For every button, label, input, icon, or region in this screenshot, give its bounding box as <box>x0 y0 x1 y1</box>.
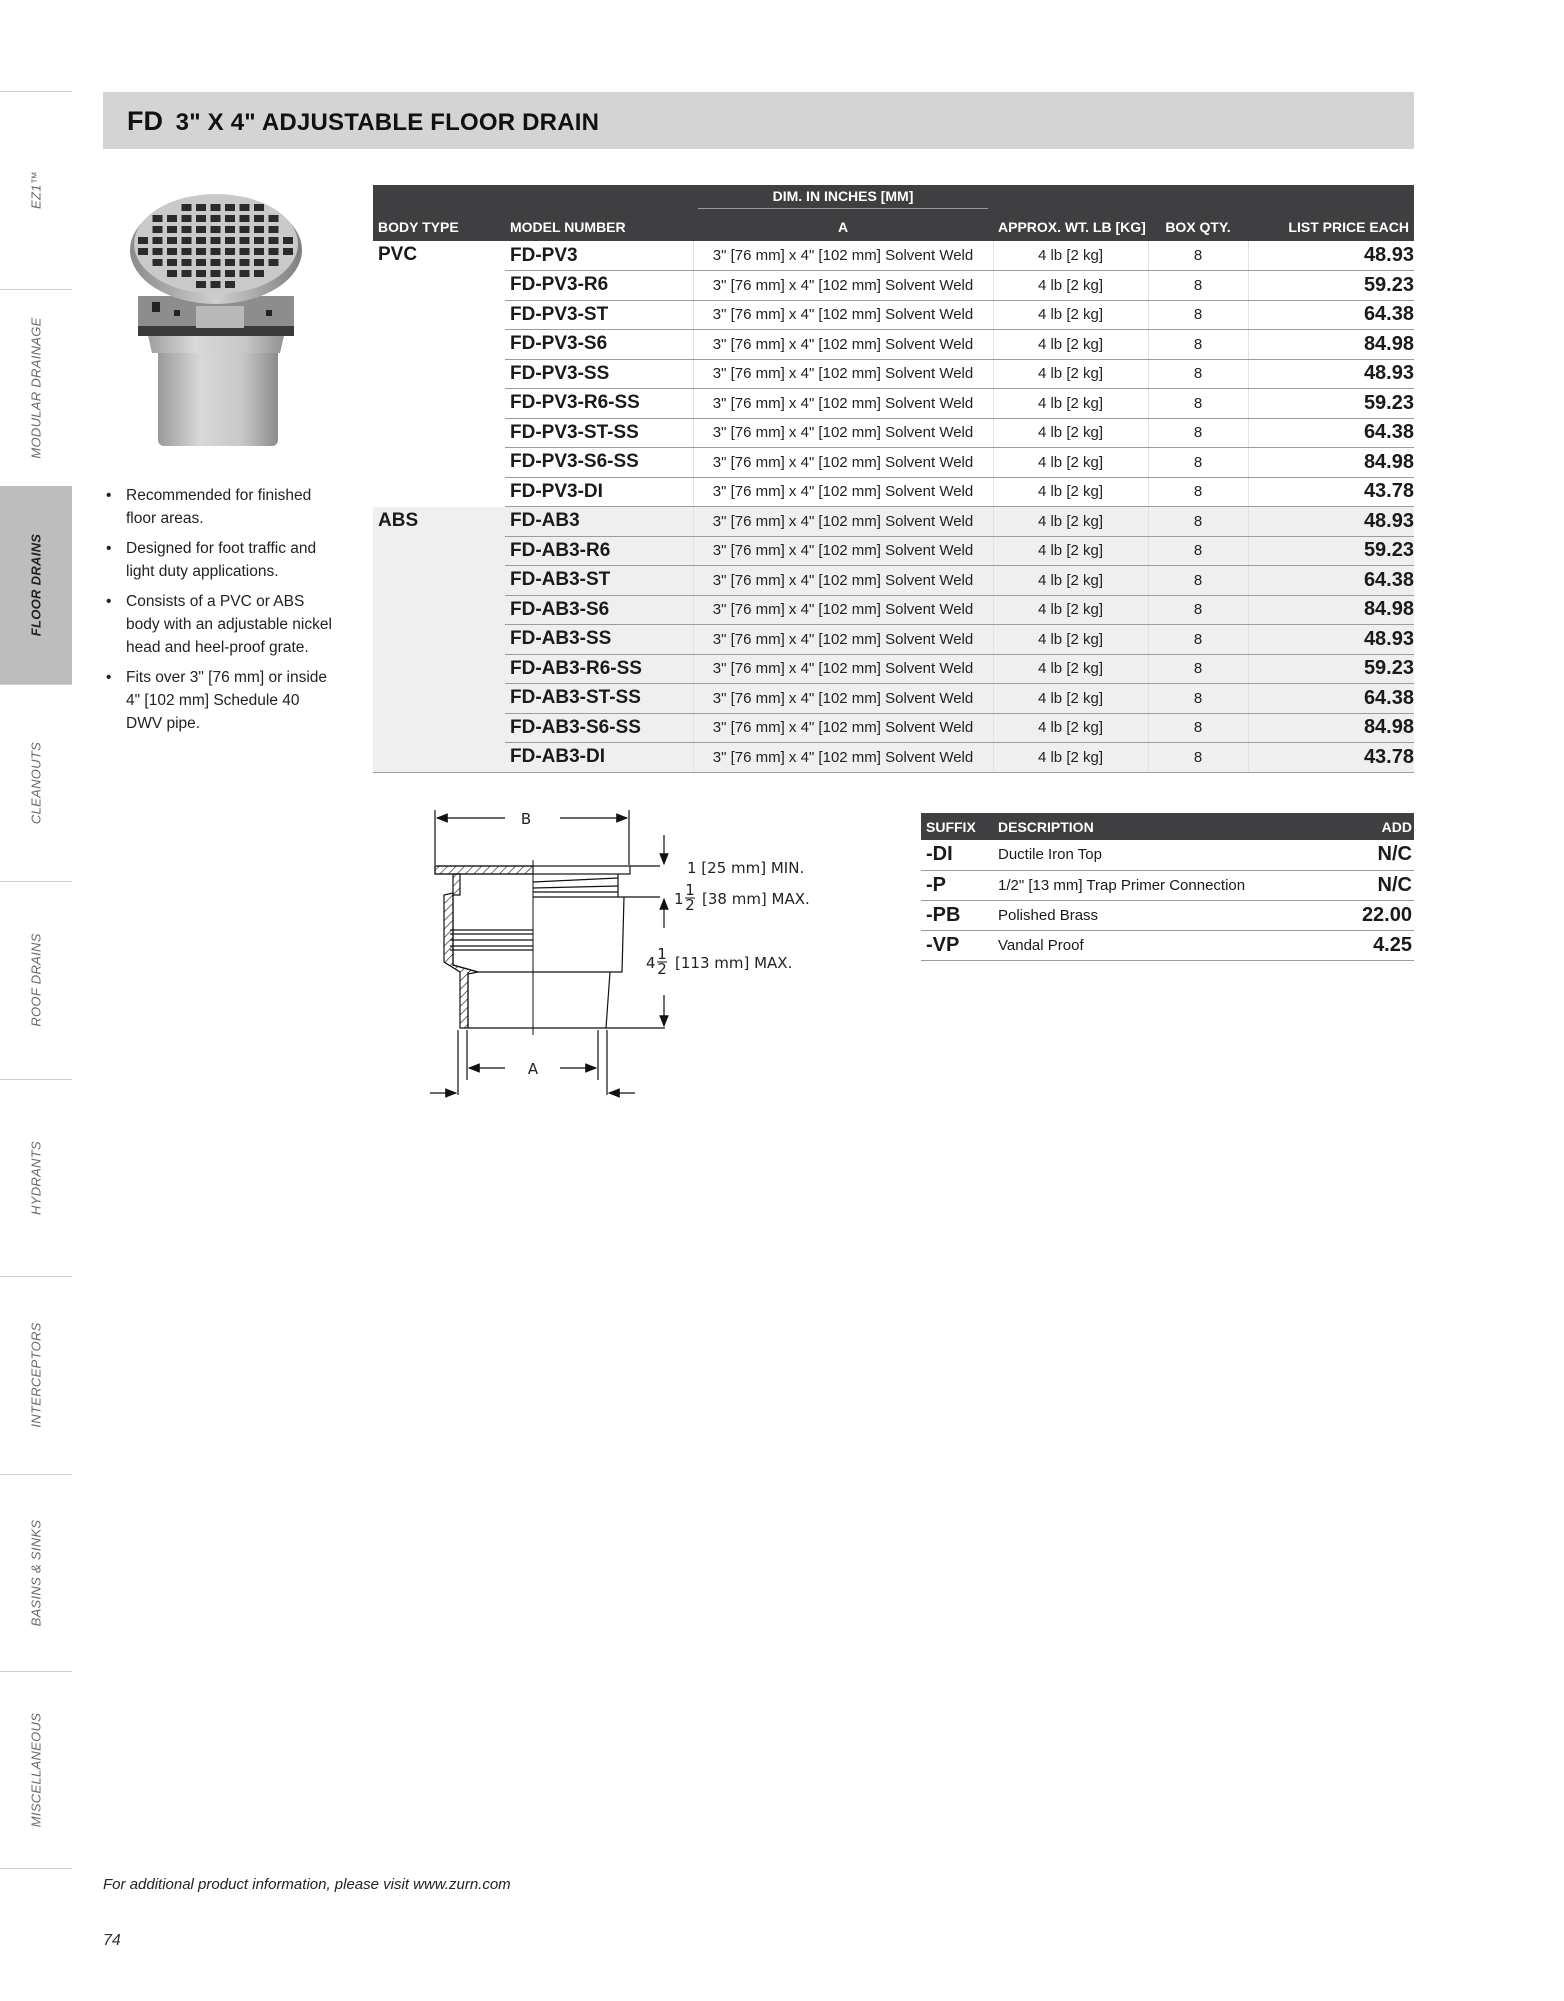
dim-a-cell: 3" [76 mm] x 4" [102 mm] Solvent Weld <box>693 684 993 714</box>
page-number: 74 <box>103 1932 121 1949</box>
model-number-cell: FD-AB3-ST-SS <box>505 684 693 714</box>
weight-cell: 4 lb [2 kg] <box>993 654 1148 684</box>
dim-a-cell: 3" [76 mm] x 4" [102 mm] Solvent Weld <box>693 566 993 596</box>
grate-hole <box>225 248 235 255</box>
model-number-cell: FD-PV3-S6 <box>505 330 693 360</box>
dim-a-cell: 3" [76 mm] x 4" [102 mm] Solvent Weld <box>693 389 993 419</box>
grate-hole <box>196 204 206 211</box>
grate-hole <box>269 248 279 255</box>
product-photo <box>116 188 316 450</box>
weight-cell: 4 lb [2 kg] <box>993 507 1148 537</box>
col-header-description: DESCRIPTION <box>993 813 1323 840</box>
weight-cell: 4 lb [2 kg] <box>993 241 1148 271</box>
dim-a-cell: 3" [76 mm] x 4" [102 mm] Solvent Weld <box>693 507 993 537</box>
model-row <box>373 625 1414 655</box>
list-price-cell: 48.93 <box>1248 507 1414 537</box>
grate-hole <box>211 248 221 255</box>
grate-hole <box>254 204 264 211</box>
section-tabs <box>0 91 72 1869</box>
weight-cell: 4 lb [2 kg] <box>993 389 1148 419</box>
box-qty-cell: 8 <box>1148 418 1248 448</box>
dim-group-header: DIM. IN INCHES [MM] <box>693 185 993 213</box>
grate-hole <box>225 204 235 211</box>
weight-cell: 4 lb [2 kg] <box>993 359 1148 389</box>
grate-hole <box>225 259 235 266</box>
dim-a-cell: 3" [76 mm] x 4" [102 mm] Solvent Weld <box>693 713 993 743</box>
model-row <box>373 448 1414 478</box>
suffix-description: Vandal Proof <box>993 930 1323 960</box>
grate-hole <box>138 248 148 255</box>
box-qty-cell: 8 <box>1148 684 1248 714</box>
dim-a-cell: 3" [76 mm] x 4" [102 mm] Solvent Weld <box>693 418 993 448</box>
grate-hole <box>196 259 206 266</box>
weight-cell: 4 lb [2 kg] <box>993 625 1148 655</box>
dim-min-label: 1 [25 mm] MIN. <box>687 859 805 877</box>
weight-cell: 4 lb [2 kg] <box>993 713 1148 743</box>
grate-hole <box>240 259 250 266</box>
list-price-cell: 64.38 <box>1248 300 1414 330</box>
section-tab-label: MODULAR DRAINAGE <box>28 317 44 459</box>
grate-hole <box>254 248 264 255</box>
grate-hole <box>269 226 279 233</box>
list-price-cell: 64.38 <box>1248 418 1414 448</box>
dim-max2-whole: 4 <box>646 954 656 972</box>
footer-note: For additional product information, please visit www.zurn.com <box>103 1876 511 1893</box>
grate-hole <box>167 215 177 222</box>
model-number-cell: FD-AB3-ST <box>505 566 693 596</box>
dim-a-cell: 3" [76 mm] x 4" [102 mm] Solvent Weld <box>693 625 993 655</box>
list-price-cell: 64.38 <box>1248 684 1414 714</box>
model-row <box>373 300 1414 330</box>
grate-hole <box>211 237 221 244</box>
suffix-add-price: N/C <box>1323 840 1414 870</box>
grate-hole <box>211 215 221 222</box>
suffix-add-price: 22.00 <box>1323 900 1414 930</box>
grate-hole <box>167 226 177 233</box>
weight-cell: 4 lb [2 kg] <box>993 330 1148 360</box>
list-price-cell: 48.93 <box>1248 241 1414 271</box>
box-qty-cell: 8 <box>1148 448 1248 478</box>
grate-hole <box>269 215 279 222</box>
suffix-row <box>921 930 1414 960</box>
list-price-cell: 59.23 <box>1248 389 1414 419</box>
dim-a-cell: 3" [76 mm] x 4" [102 mm] Solvent Weld <box>693 448 993 478</box>
suffix-table <box>921 813 1414 961</box>
grate-hole <box>211 281 221 288</box>
grate-hole <box>211 204 221 211</box>
box-qty-cell: 8 <box>1148 713 1248 743</box>
box-qty-cell: 8 <box>1148 389 1248 419</box>
dim-a-cell: 3" [76 mm] x 4" [102 mm] Solvent Weld <box>693 477 993 507</box>
box-qty-cell: 8 <box>1148 566 1248 596</box>
grate-hole <box>167 237 177 244</box>
suffix-row <box>921 870 1414 900</box>
weight-cell: 4 lb [2 kg] <box>993 300 1148 330</box>
suffix-add-price: N/C <box>1323 870 1414 900</box>
model-number-cell: FD-PV3-DI <box>505 477 693 507</box>
section-tab-label: EZ1™ <box>28 171 44 210</box>
list-price-cell: 43.78 <box>1248 477 1414 507</box>
box-qty-cell: 8 <box>1148 241 1248 271</box>
grate-hole <box>211 270 221 277</box>
dim-a-cell: 3" [76 mm] x 4" [102 mm] Solvent Weld <box>693 241 993 271</box>
feature-list <box>104 484 334 742</box>
model-row <box>373 389 1414 419</box>
grate-hole <box>269 259 279 266</box>
model-number-cell: FD-PV3-ST <box>505 300 693 330</box>
suffix-description: Polished Brass <box>993 900 1323 930</box>
box-qty-cell: 8 <box>1148 271 1248 301</box>
grate-hole <box>225 215 235 222</box>
model-number-cell: FD-AB3 <box>505 507 693 537</box>
section-tab-hydrants[interactable] <box>0 1079 72 1277</box>
grate-hole <box>153 226 163 233</box>
model-row <box>373 536 1414 566</box>
grate-hole <box>182 204 192 211</box>
feature-item: • Recommended for finished floor areas. <box>106 487 312 527</box>
model-number-cell: FD-AB3-S6 <box>505 595 693 625</box>
body-type-cell: PVC <box>378 244 418 265</box>
diagram-outline <box>430 810 665 1095</box>
suffix-code: -P <box>921 870 993 900</box>
section-tab-interceptors[interactable] <box>0 1276 72 1474</box>
box-qty-cell: 8 <box>1148 300 1248 330</box>
grate-hole <box>240 226 250 233</box>
label-a: A <box>527 1060 539 1078</box>
dimension-diagram <box>420 800 840 1100</box>
model-number-cell: FD-PV3-ST-SS <box>505 418 693 448</box>
suffix-add-price: 4.25 <box>1323 930 1414 960</box>
model-number-cell: FD-AB3-R6 <box>505 536 693 566</box>
frac-den: 2 <box>657 960 667 978</box>
drain-grate <box>130 194 302 304</box>
suffix-code: -DI <box>921 840 993 870</box>
model-row <box>373 477 1414 507</box>
list-price-cell: 84.98 <box>1248 448 1414 478</box>
weight-cell: 4 lb [2 kg] <box>993 448 1148 478</box>
section-tab-label: FLOOR DRAINS <box>28 533 44 637</box>
grate-hole <box>153 237 163 244</box>
section-tab-label: CLEANOUTS <box>28 741 44 824</box>
model-row <box>373 566 1414 596</box>
model-row <box>373 330 1414 360</box>
weight-cell: 4 lb [2 kg] <box>993 743 1148 773</box>
box-qty-cell: 8 <box>1148 536 1248 566</box>
grate-hole <box>211 259 221 266</box>
list-price-cell: 59.23 <box>1248 654 1414 684</box>
section-tab-label: BASINS & SINKS <box>28 1519 44 1627</box>
col-header-body-type: BODY TYPE <box>373 213 505 241</box>
dim-a-cell: 3" [76 mm] x 4" [102 mm] Solvent Weld <box>693 359 993 389</box>
section-tab-roof-drains[interactable] <box>0 881 72 1079</box>
section-tab-label: INTERCEPTORS <box>28 1322 44 1428</box>
product-name: 3" X 4" ADJUSTABLE FLOOR DRAIN <box>175 109 600 136</box>
grate-hole <box>225 281 235 288</box>
grate-hole <box>153 215 163 222</box>
model-number-cell: FD-PV3 <box>505 241 693 271</box>
box-qty-cell: 8 <box>1148 654 1248 684</box>
list-price-cell: 59.23 <box>1248 536 1414 566</box>
model-table-body <box>373 241 1414 772</box>
box-qty-cell: 8 <box>1148 359 1248 389</box>
model-row <box>373 418 1414 448</box>
dim-a-cell: 3" [76 mm] x 4" [102 mm] Solvent Weld <box>693 743 993 773</box>
model-row <box>373 271 1414 301</box>
grate-hole <box>196 281 206 288</box>
model-number-cell: FD-PV3-S6-SS <box>505 448 693 478</box>
list-price-cell: 84.98 <box>1248 713 1414 743</box>
dim-a-cell: 3" [76 mm] x 4" [102 mm] Solvent Weld <box>693 536 993 566</box>
model-table <box>373 185 1414 773</box>
list-price-cell: 64.38 <box>1248 566 1414 596</box>
section-tab-miscellaneous[interactable] <box>0 1671 72 1869</box>
dim-a-cell: 3" [76 mm] x 4" [102 mm] Solvent Weld <box>693 595 993 625</box>
grate-hole <box>196 270 206 277</box>
section-tab-label: MISCELLANEOUS <box>28 1712 44 1827</box>
grate-hole <box>240 237 250 244</box>
grate-hole <box>240 204 250 211</box>
grate-hole <box>225 226 235 233</box>
suffix-code: -VP <box>921 930 993 960</box>
col-header-add: ADD <box>1323 813 1414 840</box>
grate-hole <box>211 226 221 233</box>
model-row <box>373 743 1414 773</box>
section-tab-modular-drainage[interactable] <box>0 289 72 487</box>
grate-hole <box>138 237 148 244</box>
grate-hole <box>283 237 293 244</box>
grate-hole <box>182 237 192 244</box>
feature-item: • Consists of a PVC or ABS body with an adjustable nickel head and heel-proof grate. <box>106 593 332 656</box>
list-price-cell: 48.93 <box>1248 625 1414 655</box>
grate-hole <box>283 248 293 255</box>
weight-cell: 4 lb [2 kg] <box>993 595 1148 625</box>
weight-cell: 4 lb [2 kg] <box>993 566 1148 596</box>
dim-max2-rest: [113 mm] MAX. <box>675 954 793 972</box>
box-qty-cell: 8 <box>1148 330 1248 360</box>
grate-hole <box>167 270 177 277</box>
body-type-cell: ABS <box>373 507 505 773</box>
col-header-list-price: LIST PRICE EACH <box>1248 213 1414 241</box>
model-row <box>373 654 1414 684</box>
grate-hole <box>153 259 163 266</box>
dim-a-cell: 3" [76 mm] x 4" [102 mm] Solvent Weld <box>693 271 993 301</box>
col-header-model-number: MODEL NUMBER <box>505 213 693 241</box>
box-qty-cell: 8 <box>1148 507 1248 537</box>
grate-hole <box>240 248 250 255</box>
weight-cell: 4 lb [2 kg] <box>993 477 1148 507</box>
grate-hole <box>225 270 235 277</box>
section-tab-label: HYDRANTS <box>28 1140 44 1215</box>
model-row <box>373 595 1414 625</box>
col-header-dim-a: A <box>693 213 993 241</box>
grate-hole <box>153 248 163 255</box>
list-price-cell: 43.78 <box>1248 743 1414 773</box>
suffix-code: -PB <box>921 900 993 930</box>
grate-hole <box>167 259 177 266</box>
grate-hole <box>254 237 264 244</box>
box-qty-cell: 8 <box>1148 743 1248 773</box>
grate-hole <box>167 248 177 255</box>
box-qty-cell: 8 <box>1148 477 1248 507</box>
feature-item: • Designed for foot traffic and light duty applications. <box>106 540 317 580</box>
grate-hole <box>182 270 192 277</box>
col-header-box-qty: BOX QTY. <box>1148 213 1248 241</box>
section-tab-label: ROOF DRAINS <box>28 933 44 1027</box>
model-row <box>373 359 1414 389</box>
list-price-cell: 84.98 <box>1248 330 1414 360</box>
dim-max1-whole: 1 <box>674 890 684 908</box>
list-price-cell: 48.93 <box>1248 359 1414 389</box>
model-row <box>373 507 1414 537</box>
dim-max1-rest: [38 mm] MAX. <box>702 890 810 908</box>
section-tab-cleanouts[interactable] <box>0 684 72 882</box>
dim-a-cell: 3" [76 mm] x 4" [102 mm] Solvent Weld <box>693 654 993 684</box>
dim-a-cell: 3" [76 mm] x 4" [102 mm] Solvent Weld <box>693 300 993 330</box>
grate-hole <box>182 226 192 233</box>
col-header-weight: APPROX. WT. LB [KG] <box>993 213 1148 241</box>
grate-hole <box>269 237 279 244</box>
frac-den: 2 <box>685 896 695 914</box>
list-price-cell: 59.23 <box>1248 271 1414 301</box>
weight-cell: 4 lb [2 kg] <box>993 684 1148 714</box>
drain-body <box>138 296 294 446</box>
grate-hole <box>182 259 192 266</box>
box-qty-cell: 8 <box>1148 595 1248 625</box>
dim-a-cell: 3" [76 mm] x 4" [102 mm] Solvent Weld <box>693 330 993 360</box>
list-price-cell: 84.98 <box>1248 595 1414 625</box>
grate-hole <box>254 226 264 233</box>
model-number-cell: FD-AB3-S6-SS <box>505 713 693 743</box>
section-tab-ez1[interactable] <box>0 91 72 289</box>
model-row <box>373 684 1414 714</box>
suffix-description: 1/2" [13 mm] Trap Primer Connection <box>993 870 1323 900</box>
model-number-cell: FD-AB3-DI <box>505 743 693 773</box>
grate-hole <box>254 259 264 266</box>
grate-hole <box>240 270 250 277</box>
model-row <box>373 241 1414 271</box>
suffix-description: Ductile Iron Top <box>993 840 1323 870</box>
weight-cell: 4 lb [2 kg] <box>993 536 1148 566</box>
grate-hole <box>196 237 206 244</box>
weight-cell: 4 lb [2 kg] <box>993 271 1148 301</box>
grate-hole <box>196 226 206 233</box>
model-number-cell: FD-AB3-SS <box>505 625 693 655</box>
grate-hole <box>225 237 235 244</box>
col-header-suffix: SUFFIX <box>921 813 993 840</box>
model-number-cell: FD-AB3-R6-SS <box>505 654 693 684</box>
grate-hole <box>196 248 206 255</box>
suffix-row <box>921 900 1414 930</box>
weight-cell: 4 lb [2 kg] <box>993 418 1148 448</box>
model-number-cell: FD-PV3-R6 <box>505 271 693 301</box>
model-number-cell: FD-PV3-SS <box>505 359 693 389</box>
feature-item: • Fits over 3" [76 mm] or inside 4" [102 mm] Schedule 40 DWV pipe. <box>106 669 328 732</box>
section-tab-basins-sinks[interactable] <box>0 1474 72 1672</box>
section-tab-floor-drains[interactable] <box>0 486 72 684</box>
frac-num: 1 <box>657 945 667 963</box>
model-number-cell: FD-PV3-R6-SS <box>505 389 693 419</box>
suffix-row <box>921 840 1414 870</box>
grate-hole <box>254 270 264 277</box>
grate-hole <box>240 215 250 222</box>
grate-hole <box>254 215 264 222</box>
frac-num: 1 <box>685 881 695 899</box>
label-b: B <box>520 810 532 828</box>
grate-hole <box>182 248 192 255</box>
box-qty-cell: 8 <box>1148 625 1248 655</box>
grate-hole <box>182 215 192 222</box>
title-band <box>103 92 1414 149</box>
model-row <box>373 713 1414 743</box>
page-title <box>127 106 599 137</box>
product-code: FD <box>127 106 163 136</box>
grate-hole <box>196 215 206 222</box>
